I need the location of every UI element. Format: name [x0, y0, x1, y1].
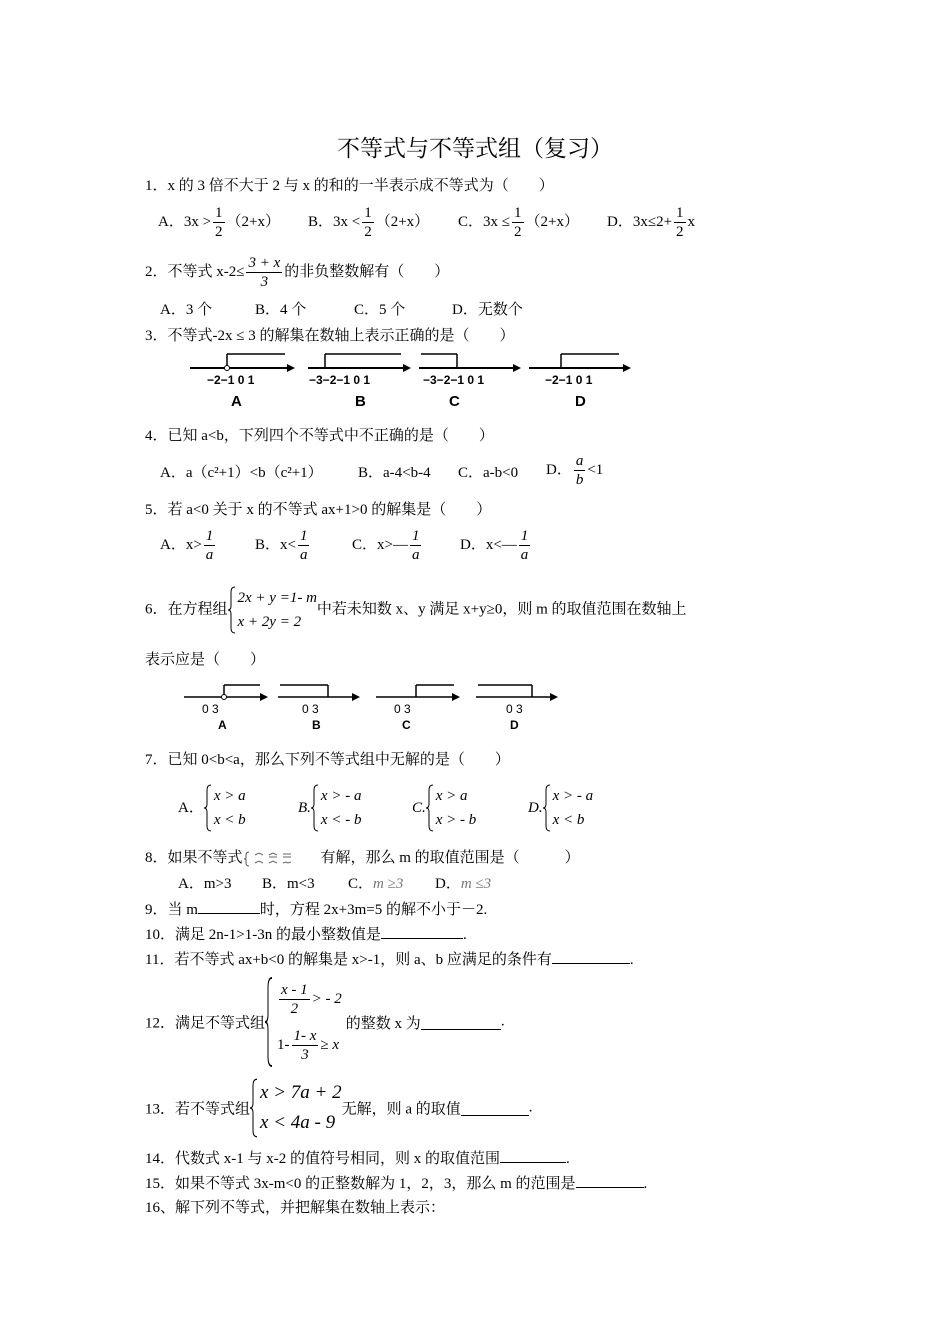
left-brace-icon: [265, 976, 273, 1068]
q1-a-pre: A．3x >: [158, 213, 212, 230]
svg-text:0 3: 0 3: [394, 702, 411, 716]
svg-text:D: D: [510, 718, 519, 732]
q1-option-c: C．3x ≤ $\frac{1}{2}$ （2+x）: [458, 205, 579, 240]
q4-option-c: C．a-b<0: [458, 465, 519, 481]
svg-text:A: A: [218, 718, 227, 732]
q3-number-lines: [185, 350, 635, 410]
svg-text:C: C: [402, 718, 411, 732]
q16-stem: 16、解下列不等式，并把解集在数轴上表示：: [145, 1200, 446, 1216]
q4-option-d: D． $\frac{a}{b}$ <1: [546, 453, 604, 488]
q3-number-line-b: [308, 354, 411, 410]
q1-a-post: （2+x）: [226, 213, 281, 230]
q1-b-fraction: $\frac{1}{2}$: [364, 205, 372, 240]
q3-number-line-d: [529, 354, 631, 410]
q6-number-line-c: [376, 685, 460, 732]
q3-stem: 3．不等式-2x ≤ 3 的解集在数轴上表示正确的是（ ）: [145, 328, 515, 344]
svg-text:−3−2−1 0 1: −3−2−1 0 1: [423, 373, 485, 387]
q8-stem: 8．如果不等式 有解，那么 m 的取值范围是（ ）: [145, 850, 580, 866]
q12-inequality-system: $\frac{x - 1}{2}$ > - 2 1- $\frac{1- x}{3}$ ≥ x: [265, 976, 342, 1068]
svg-text:−2−1 0 1: −2−1 0 1: [545, 373, 593, 387]
q11-stem: 11．若不等式 ax+b<0 的解集是 x>-1，则 a、b 应满足的条件有 .: [145, 949, 634, 970]
q1-option-a: [158, 204, 280, 241]
svg-text:C: C: [449, 393, 460, 410]
q8-option-a: A．m>3: [178, 876, 232, 892]
page-title: 不等式与不等式组（复习）: [337, 136, 613, 161]
svg-text:−3−2−1 0 1: −3−2−1 0 1: [309, 373, 371, 387]
q7-option-d: D. x > - a x < b: [528, 784, 593, 832]
q6-number-line-d: [476, 685, 558, 732]
q1-a-fraction: $\frac{1}{2}$: [215, 205, 223, 240]
q2-option-b: B．4 个: [255, 302, 307, 318]
q7-option-b: B. x > - a x < - b: [298, 784, 361, 832]
q7-option-a: A． x > a x < b: [178, 784, 246, 832]
q3-number-line-a: [190, 354, 295, 410]
q15-stem: 15．如果不等式 3x-m<0 的正整数解为 1，2，3，那么 m 的范围是 .: [145, 1173, 647, 1194]
option-letter: A: [231, 393, 242, 410]
answer-blank[interactable]: [198, 899, 260, 914]
q2-stem: 2．不等式 x-2≤ $\frac{3 + x}{3}$ 的非负整数解有（ ）: [145, 255, 450, 290]
q7-stem: 7．已知 0<b<a，那么下列不等式组中无解的是（ ）: [145, 752, 510, 768]
answer-blank[interactable]: [461, 1101, 529, 1116]
q6-number-lines: [180, 683, 570, 735]
answer-blank[interactable]: [552, 949, 630, 964]
left-brace-icon: [426, 784, 434, 832]
q14-stem: 14．代数式 x-1 与 x-2 的值符号相同，则 x 的取值范围 .: [145, 1148, 570, 1169]
q8-garbled-system-image: [243, 850, 321, 868]
q6-equation-system: 2x + y =1- m x + 2y = 2: [228, 586, 317, 634]
left-brace-icon: [204, 784, 212, 832]
svg-text:0 3: 0 3: [202, 702, 219, 716]
q4-option-b: B．a-4<b-4: [358, 465, 431, 481]
endpoint-marker: [225, 366, 230, 371]
q1-c-fraction: $\frac{1}{2}$: [514, 205, 522, 240]
q2-option-c: C．5 个: [354, 302, 406, 318]
answer-blank[interactable]: [381, 924, 463, 939]
left-brace-icon: [250, 1078, 258, 1138]
svg-text:B: B: [355, 393, 366, 410]
q4-stem: 4．已知 a<b，下列四个不等式中不正确的是（ ）: [145, 428, 494, 444]
q5-stem: 5．若 a<0 关于 x 的不等式 ax+1>0 的解集是（ ）: [145, 502, 492, 518]
q7-option-c: C. x > a x > - b: [412, 784, 476, 832]
q9-stem: 9．当 m 时，方程 2x+3m=5 的解不小于－2.: [145, 899, 487, 920]
q8-option-b: B．m<3: [262, 876, 315, 892]
q6-number-line-a: [184, 685, 268, 732]
answer-blank[interactable]: [500, 1148, 566, 1163]
q6-stem: 6．在方程组 2x + y =1- m x + 2y = 2 中若未知数 x、y 满足 x+y≥0，则 m 的取值范围在数轴上: [145, 586, 687, 634]
q10-stem: 10．满足 2n-1>1-3n 的最小整数值是 .: [145, 924, 467, 945]
q6-number-line-b: [278, 685, 360, 732]
q12-stem: 12．满足不等式组 $\frac{x - 1}{2}$ > - 2 1- $\frac{1- x}{3}$ ≥ x 的整数 x 为 .: [145, 976, 505, 1068]
q2-option-a: A．3 个: [160, 302, 213, 318]
q3-number-line-c: [419, 354, 521, 410]
q1-stem: 1．x 的 3 倍不大于 2 与 x 的和的一半表示成不等式为（ ）: [145, 178, 554, 194]
q2-fraction: $\frac{3 + x}{3}$: [248, 255, 281, 290]
q1-option-b: B．3x < $\frac{1}{2}$ （2+x）: [308, 205, 430, 240]
left-brace-icon: [311, 784, 319, 832]
q13-stem: 13．若不等式组 x > 7a + 2 x < 4a - 9 无解，则 a 的取值 .: [145, 1078, 533, 1138]
q2-option-d: D．无数个: [452, 302, 523, 318]
q13-inequality-system: x > 7a + 2 x < 4a - 9: [250, 1078, 342, 1138]
q4-option-a: A．a（c²+1）<b（c²+1）: [160, 465, 323, 481]
left-brace-icon: [543, 784, 551, 832]
q5-option-c: C．x>— $\frac{1}{a}$: [352, 528, 420, 563]
svg-text:B: B: [312, 718, 321, 732]
q6-stem-continued: 表示应是（ ）: [145, 652, 266, 668]
q5-option-a: A．x> $\frac{1}{a}$: [160, 528, 214, 563]
q8-option-c: C．m ≥3: [348, 876, 404, 892]
svg-text:0 3: 0 3: [302, 702, 319, 716]
left-brace-icon: [228, 586, 236, 634]
answer-blank[interactable]: [576, 1173, 644, 1188]
q8-option-d: D．m ≤3: [435, 876, 492, 892]
svg-text:D: D: [575, 393, 586, 410]
q1-d-fraction: $\frac{1}{2}$: [676, 205, 684, 240]
q5-option-d: D．x<— $\frac{1}{a}$: [460, 528, 529, 563]
answer-blank[interactable]: [421, 1015, 501, 1030]
q4-d-fraction: $\frac{a}{b}$: [575, 453, 584, 488]
tick-labels: −2−1 0 1: [207, 373, 255, 387]
arrow-icon: [287, 364, 295, 372]
q1-option-d: D．3x≤2+ $\frac{1}{2}$ x: [607, 205, 696, 240]
q5-option-b: B．x< $\frac{1}{a}$: [255, 528, 308, 563]
svg-text:0 3: 0 3: [506, 702, 523, 716]
